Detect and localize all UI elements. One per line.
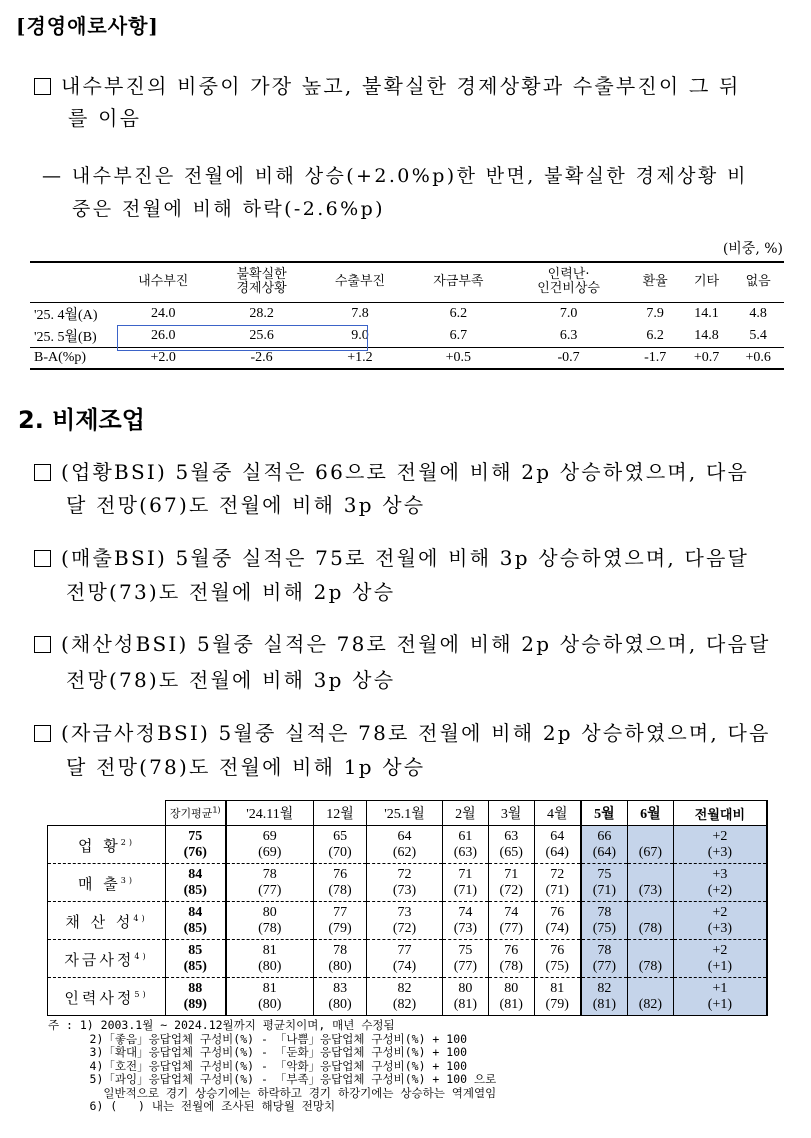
avg-cell: 84 (85) <box>166 902 226 940</box>
footnote: 3)「확대」응답업체 구성비(%) - 「둔화」응답업체 구성비(%) + 100 <box>48 1045 468 1059</box>
table-cell: 78 (75) <box>581 902 628 940</box>
table-cell: 7.9 <box>646 305 664 321</box>
dash-point-line1: — 내수부진은 전월에 비해 상승(+2.0%p)한 반면, 불확실한 경제상황 비 <box>42 165 748 187</box>
footnotes <box>48 1019 496 1114</box>
checkbox-square-icon <box>34 464 51 481</box>
table-row <box>48 940 768 978</box>
table-cell: 7.0 <box>559 305 578 321</box>
row-label: 업 황$^{2)}$ <box>48 826 166 864</box>
table-header-row <box>48 801 768 826</box>
table-cell: 80 (81) <box>488 978 534 1016</box>
table-cell: 25.6 <box>249 327 274 343</box>
row-label: '25. 5월(B) <box>34 329 97 345</box>
table-cell: 71 (71) <box>442 864 488 902</box>
table-cell: 65 (70) <box>313 826 366 864</box>
header-cell: 6월 <box>628 801 674 826</box>
table-cell: (73) <box>628 864 674 902</box>
table-cell: 82 (82) <box>367 978 443 1016</box>
footnote: 주 : 1) 2003.1월 ~ 2024.12월까지 평균치이며, 매년 수정됨 <box>48 1018 395 1032</box>
checkbox-square-icon <box>34 725 51 742</box>
header-cell: 내수부진 <box>138 274 189 290</box>
table-row <box>30 302 784 325</box>
table-cell: 80 (78) <box>226 902 314 940</box>
table-cell: 24.0 <box>150 305 176 321</box>
header-cell: 없음 <box>745 274 771 290</box>
bullet-bsi-profit-line2: 전망(78)도 전월에 비해 3p 상승 <box>66 668 396 692</box>
table-row <box>48 902 768 940</box>
bullet-bsi-profit: (채산성BSI) 5월중 실적은 78로 전월에 비해 2p 상승하였으며, 다음달 <box>34 628 771 657</box>
table-cell: (82) <box>628 978 674 1016</box>
table-cell: (67) <box>628 826 674 864</box>
avg-cell: 75 (76) <box>166 826 226 864</box>
table-cell: (78) <box>628 902 674 940</box>
table-cell: 71 (72) <box>488 864 534 902</box>
bullet-main-line2: 를 이음 <box>68 106 142 130</box>
header-cell: '25.1월 <box>367 801 443 826</box>
row-label: 채 산 성$^{4)}$ <box>48 902 166 940</box>
row-label: 매 출$^{3)}$ <box>48 864 166 902</box>
header-cell: 인력난· 인건비상승 <box>537 267 600 297</box>
table-cell: 76 (78) <box>313 864 366 902</box>
table-cell: 77 (74) <box>367 940 443 978</box>
table-cell: 26.0 <box>150 327 176 343</box>
table-cell: 61 (63) <box>442 826 488 864</box>
table-cell: 76 (74) <box>534 902 581 940</box>
avg-cell: 88 (89) <box>166 978 226 1016</box>
header-cell <box>48 801 166 826</box>
table-cell: 4.8 <box>749 305 767 321</box>
checkbox-square-icon <box>34 78 51 95</box>
highlight-box <box>117 325 368 351</box>
table-cell: 72 (73) <box>367 864 443 902</box>
header-cell: 4월 <box>534 801 581 826</box>
table-cell: 75 (71) <box>581 864 628 902</box>
header-cell: 3월 <box>488 801 534 826</box>
table-cell: +2 (+3) <box>673 826 767 864</box>
header-cell: 장기평균$^{1)}$ <box>166 801 226 826</box>
table-cell: +0.5 <box>445 349 472 365</box>
bullet-main <box>34 70 741 99</box>
table-cell: 81 (80) <box>226 940 314 978</box>
table-cell: 72 (71) <box>534 864 581 902</box>
table-cell: 77 (79) <box>313 902 366 940</box>
table-cell: +3 (+2) <box>673 864 767 902</box>
table-cell: -2.6 <box>250 349 273 365</box>
table-cell: 69 (69) <box>226 826 314 864</box>
table-cell: 64 (62) <box>367 826 443 864</box>
table-cell: 64 (64) <box>534 826 581 864</box>
table-cell: +2.0 <box>150 349 176 365</box>
header-cell: 환율 <box>642 274 668 290</box>
table-cell: 80 (81) <box>442 978 488 1016</box>
footnote: 일반적으로 경기 상승기에는 하락하고 경기 하강기에는 상승하는 역계열임 <box>48 1085 497 1100</box>
bullet-bsi-sales-line2: 전망(73)도 전월에 비해 2p 상승 <box>66 580 396 604</box>
table-cell: 76 (75) <box>534 940 581 978</box>
table-cell: 14.8 <box>694 327 719 343</box>
checkbox-square-icon <box>34 550 51 567</box>
table-cell: -1.7 <box>644 349 667 365</box>
bullet-main-line1: 내수부진의 비중이 가장 높고, 불확실한 경제상황과 수출부진이 그 뒤 <box>61 74 741 98</box>
table-cell: 74 (77) <box>488 902 534 940</box>
bullet-bsi-funds: (자금사정BSI) 5월중 실적은 78로 전월에 비해 2p 상승하였으며, 다음 <box>34 717 771 746</box>
table-cell: 6.2 <box>449 305 468 321</box>
table-cell: (78) <box>628 940 674 978</box>
table-cell: +0.7 <box>693 349 720 365</box>
footnote: 4)「호전」응답업체 구성비(%) - 「악화」응답업체 구성비(%) + 100 <box>48 1058 468 1073</box>
header-cell: 5월 <box>581 801 628 826</box>
table-cell: 14.1 <box>694 305 719 321</box>
table-cell: +1.2 <box>347 349 373 365</box>
header-cell: '24.11월 <box>226 801 314 826</box>
header-cell: 수출부진 <box>334 274 386 290</box>
row-label: 인력사정$^{5)}$ <box>48 978 166 1016</box>
table-cell: +2 (+1) <box>673 940 767 978</box>
footnote: 2)「좋음」응답업체 구성비(%) - 「나쁨」응답업체 구성비(%) + 100 <box>48 1031 468 1046</box>
table-cell: 81 (80) <box>226 978 314 1016</box>
row-label: '25. 4월(A) <box>34 307 98 323</box>
table-cell: 28.2 <box>249 305 274 321</box>
section-heading: [경영애로사항] <box>16 14 159 38</box>
concerns-table <box>30 261 784 370</box>
table-row <box>48 826 768 864</box>
heading-nonmanufacturing: 2. 비제조업 <box>18 406 145 434</box>
header-cell <box>30 262 114 302</box>
avg-cell: 85 (85) <box>166 940 226 978</box>
table-cell: 83 (80) <box>313 978 366 1016</box>
table-cell: +1 (+1) <box>673 978 767 1016</box>
bullet-bsi-business: (업황BSI) 5월중 실적은 66으로 전월에 비해 2p 상승하였으며, 다음 <box>34 456 749 485</box>
checkbox-square-icon <box>34 636 51 653</box>
table-cell: 75 (77) <box>442 940 488 978</box>
unit-label: (비중, %) <box>722 241 783 257</box>
table-header-row <box>30 262 784 302</box>
avg-cell: 84 (85) <box>166 864 226 902</box>
table-row <box>48 864 768 902</box>
header-cell: 불확실한 경제상황 <box>236 267 287 297</box>
table-cell: 76 (78) <box>488 940 534 978</box>
bsi-table <box>47 800 768 1016</box>
row-label: 자금사정$^{4)}$ <box>48 940 166 978</box>
header-cell: 자금부족 <box>433 274 484 290</box>
header-cell: 2월 <box>442 801 488 826</box>
table-cell: 6.3 <box>559 327 578 343</box>
table-cell: 74 (73) <box>442 902 488 940</box>
table-cell: 66 (64) <box>581 826 628 864</box>
bullet-bsi-business-line2: 달 전망(67)도 전월에 비해 3p 상승 <box>66 493 426 517</box>
table-cell: 81 (79) <box>534 978 581 1016</box>
table-cell: 78 (80) <box>313 940 366 978</box>
table-cell: 73 (72) <box>367 902 443 940</box>
bullet-bsi-funds-line2: 달 전망(78)도 전월에 비해 1p 상승 <box>66 755 426 779</box>
footnote: 5)「과잉」응답업체 구성비(%) - 「부족」응답업체 구성비(%) + 100 으로 <box>48 1072 497 1086</box>
footnote: 6) ( ) 내는 전월에 조사된 해당월 전망치 <box>48 1099 336 1113</box>
bullet-bsi-sales: (매출BSI) 5월중 실적은 75로 전월에 비해 3p 상승하였으며, 다음달 <box>34 542 749 571</box>
table-cell: +0.6 <box>745 349 771 365</box>
table-cell: 7.8 <box>351 305 369 321</box>
table-cell: 6.2 <box>646 327 664 343</box>
table-cell: 82 (81) <box>581 978 628 1016</box>
table-row <box>48 978 768 1016</box>
header-cell: 전월대비 <box>673 801 767 826</box>
table-cell: 78 (77) <box>581 940 628 978</box>
dash-point-line2: 중은 전월에 비해 하락(-2.6%p) <box>72 198 385 220</box>
table-cell: 6.7 <box>449 327 468 343</box>
table-cell: 5.4 <box>749 327 767 343</box>
table-cell: 78 (77) <box>226 864 314 902</box>
table-cell: -0.7 <box>557 349 580 365</box>
header-cell: 12월 <box>313 801 366 826</box>
row-label: B-A(%p) <box>34 349 87 365</box>
table-cell: 9.0 <box>351 327 369 343</box>
table-cell: +2 (+3) <box>673 902 767 940</box>
table-cell: 63 (65) <box>488 826 534 864</box>
header-cell: 기타 <box>693 274 720 290</box>
